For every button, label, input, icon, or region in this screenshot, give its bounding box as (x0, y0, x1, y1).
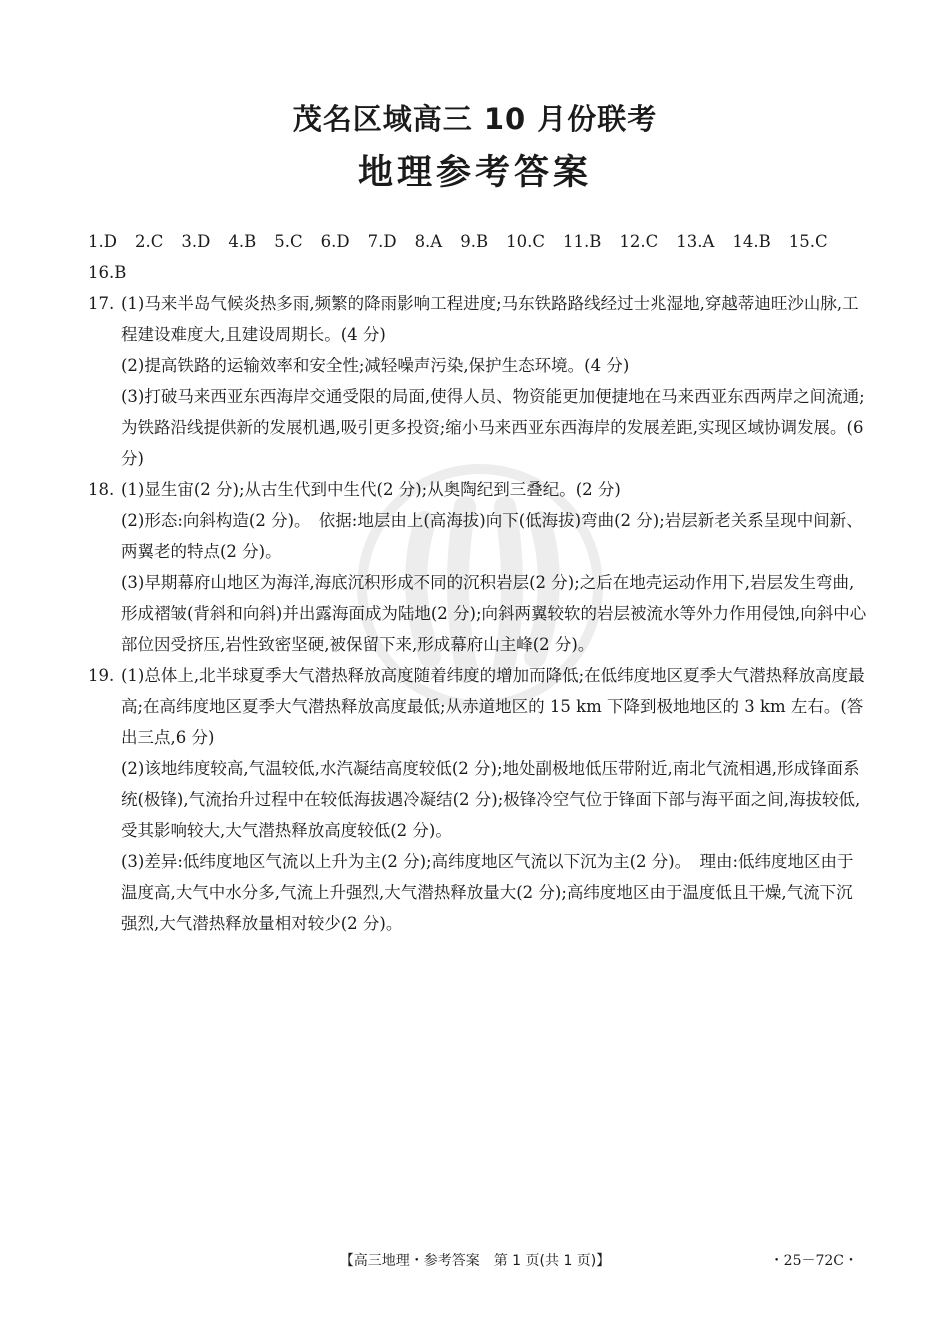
answer-part: (3)差异:低纬度地区气流以上升为主(2 分);高纬度地区气流以下沉为主(2 分)。 理由:低纬度地区由于温度高,大气中水分多,气流上升强烈,大气潜热释放量大(2 分);高纬度地区由于温度低且干燥,气流下沉强烈,大气潜热释放量相对较少(2 分)。 (121, 852, 854, 933)
footer-code: ・25－72C・ (769, 1253, 858, 1269)
mc-answer: 10.C (506, 232, 545, 251)
mc-answer: 6.D (320, 232, 350, 251)
mc-answer: 4.B (228, 232, 257, 251)
page-subtitle: 地理参考答案 (357, 153, 592, 193)
answer-part: (2)提高铁路的运输效率和安全性;减轻噪声污染,保护生态环境。(4 分) (121, 356, 630, 375)
question-number: 19. (88, 666, 115, 685)
question-item (88, 288, 868, 474)
mc-answer: 14.B (732, 232, 771, 251)
answer-part: (2)该地纬度较高,气温较低,水汽凝结高度较低(2 分);地处副极地低压带附近,南北气流相遇,形成锋面系统(极锋),气流抬升过程中在较低海拔遇冷凝结(2 分);极锋冷空气位于锋面下部与海平面之间,海拔较低,受其影响较大,大气潜热释放高度较低(2 分)。 (121, 759, 861, 840)
mc-answer: 9.B (460, 232, 489, 251)
mc-answer: 8.A (414, 232, 443, 251)
answer-part: (2)形态:向斜构造(2 分)。 依据:地层由上(高海拔)向下(低海拔)弯曲(2 分);岩层新老关系呈现中间新、两翼老的特点(2 分)。 (121, 511, 863, 561)
mc-answer: 16.B (88, 263, 127, 282)
question-number: 17. (88, 294, 115, 313)
mc-answer: 11.B (562, 232, 602, 251)
answer-part: (1)显生宙(2 分);从古生代到中生代(2 分);从奥陶纪到三叠纪。(2 分) (121, 480, 621, 499)
mc-answer: 3.D (181, 232, 211, 251)
question-item (88, 660, 868, 939)
footer-page-label: 【高三地理・参考答案 第 1 页(共 1 页)】 (339, 1253, 611, 1269)
answer-content (88, 226, 868, 939)
answer-part: (3)早期幕府山地区为海洋,海底沉积形成不同的沉积岩层(2 分);之后在地壳运动作用下,岩层发生弯曲,形成褶皱(背斜和向斜)并出露海面成为陆地(2 分);向斜两翼较软的岩层被流水等外力作用侵蚀,向斜中心部位因受挤压,岩性致密坚硬,被保留下来,形成幕府山主峰(2 分)。 (121, 573, 867, 654)
question-list (88, 288, 868, 939)
mc-answer: 1.D (88, 232, 117, 251)
multiple-choice-answers (88, 226, 868, 288)
mc-answer: 15.C (788, 232, 828, 251)
question-item (88, 474, 868, 660)
mc-answer: 13.A (676, 232, 715, 251)
mc-answer: 7.D (367, 232, 397, 251)
answer-part: (1)马来半岛气候炎热多雨,频繁的降雨影响工程进度;马东铁路路线经过士兆湿地,穿越蒂迪旺沙山脉,工程建设难度大,且建设周期长。(4 分) (121, 294, 859, 344)
mc-answer: 12.C (619, 232, 659, 251)
page-title: 茂名区域高三 10 月份联考 (292, 102, 658, 136)
mc-answer: 2.C (134, 232, 164, 251)
mc-answer: 5.C (274, 232, 303, 251)
answer-part: (1)总体上,北半球夏季大气潜热释放高度随着纬度的增加而降低;在低纬度地区夏季大气潜热释放高度最高;在高纬度地区夏季大气潜热释放高度最低;从赤道地区的 15 km 下降到极地地区的 3 km 左右。(答出三点,6 分) (121, 666, 865, 747)
question-number: 18. (88, 480, 115, 499)
answer-part: (3)打破马来西亚东西海岸交通受限的局面,使得人员、物资能更加便捷地在马来西亚东西两岸之间流通;为铁路沿线提供新的发展机遇,吸引更多投资;缩小马来西亚东西海岸的发展差距,实现区域协调发展。(6 分) (121, 387, 865, 468)
